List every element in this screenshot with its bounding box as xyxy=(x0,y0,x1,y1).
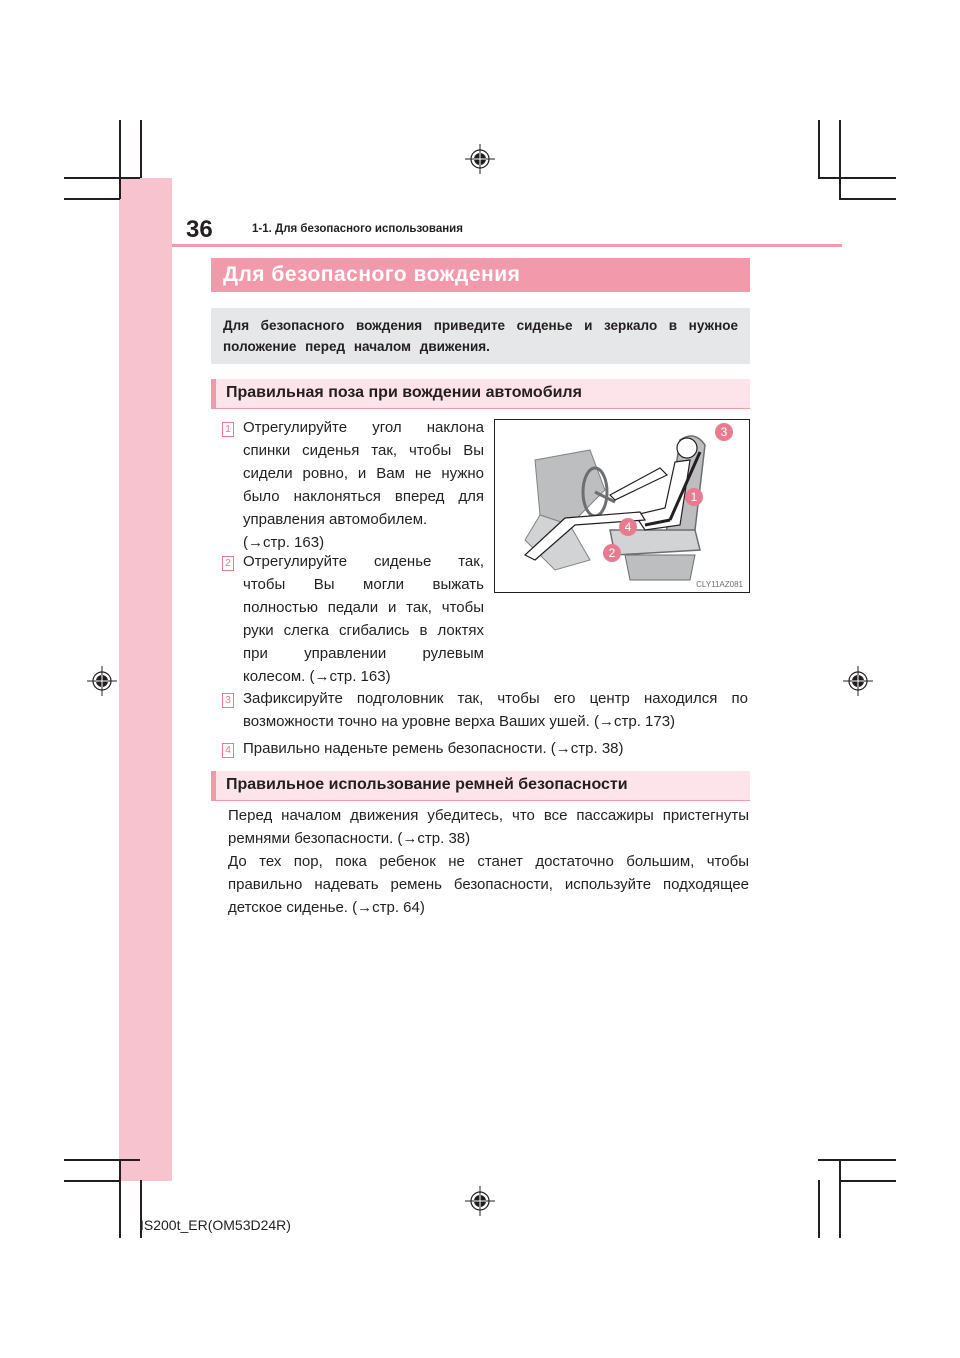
driver-seat-illustration xyxy=(495,420,749,592)
page-sidebar-tab xyxy=(119,178,172,1181)
posture-item-3: Зафиксируйте подголовник так, чтобы его центр находился по возможности точно на уровне верха Ваших ушей. (→стр. 173) xyxy=(243,690,748,730)
registration-mark-right-icon xyxy=(843,666,873,696)
item-number-icon: 1 xyxy=(222,422,234,437)
intro-text: Для безопасного вождения приведите сиденье и зеркало в нужное положение перед началом движения. xyxy=(223,318,738,354)
page-title: Для безопасного вождения xyxy=(211,258,750,292)
item-number-icon: 4 xyxy=(222,743,234,758)
page-number: 36 xyxy=(186,216,213,243)
figure-callout-icon: 3 xyxy=(715,423,733,441)
posture-item-2: Отрегулируйте сиденье так, чтобы Вы могли выжать полностью педали и так, чтобы руки слегка сгибались в локтях при управлении рулевым колесом. (→стр. 163) xyxy=(243,553,484,685)
posture-heading: Правильная поза при вождении автомобиля xyxy=(211,379,750,409)
registration-mark-left-icon xyxy=(87,666,117,696)
seatbelts-paragraph-2: До тех пор, пока ребенок не станет достаточно большим, чтобы правильно надевать ремень безопасности, используйте подходящее детское сиденье. (→стр. 64) xyxy=(228,853,749,916)
section-path: 1-1. Для безопасного использования xyxy=(252,223,463,235)
figure-callout-icon: 2 xyxy=(603,544,621,562)
figure-callout-icon: 4 xyxy=(619,518,637,536)
registration-mark-top-icon xyxy=(465,144,495,174)
item-number-icon: 2 xyxy=(222,556,234,571)
seatbelts-heading: Правильное использование ремней безопасности xyxy=(211,771,750,801)
header-divider xyxy=(172,244,842,247)
document-code: IS200t_ER(OM53D24R) xyxy=(140,1217,291,1233)
item-number-icon: 3 xyxy=(222,693,234,708)
posture-item-4: Правильно наденьте ремень безопасности. (→стр. 38) xyxy=(243,740,624,757)
figure-callout-icon: 1 xyxy=(685,488,703,506)
registration-mark-bottom-icon xyxy=(465,1186,495,1216)
seatbelts-paragraph-1: Перед началом движения убедитесь, что все пассажиры пристегнуты ремнями безопасности. (→стр. 38) xyxy=(228,807,749,847)
figure-code: CLY11AZ081 xyxy=(696,580,743,589)
posture-item-1: Отрегулируйте угол наклона спинки сиденья так, чтобы Вы сидели ровно, и Вам не нужно было наклоняться вперед для управления автомобилем. (→стр. 163) xyxy=(243,419,484,551)
driving-posture-figure xyxy=(494,419,750,593)
intro-box xyxy=(211,308,750,364)
